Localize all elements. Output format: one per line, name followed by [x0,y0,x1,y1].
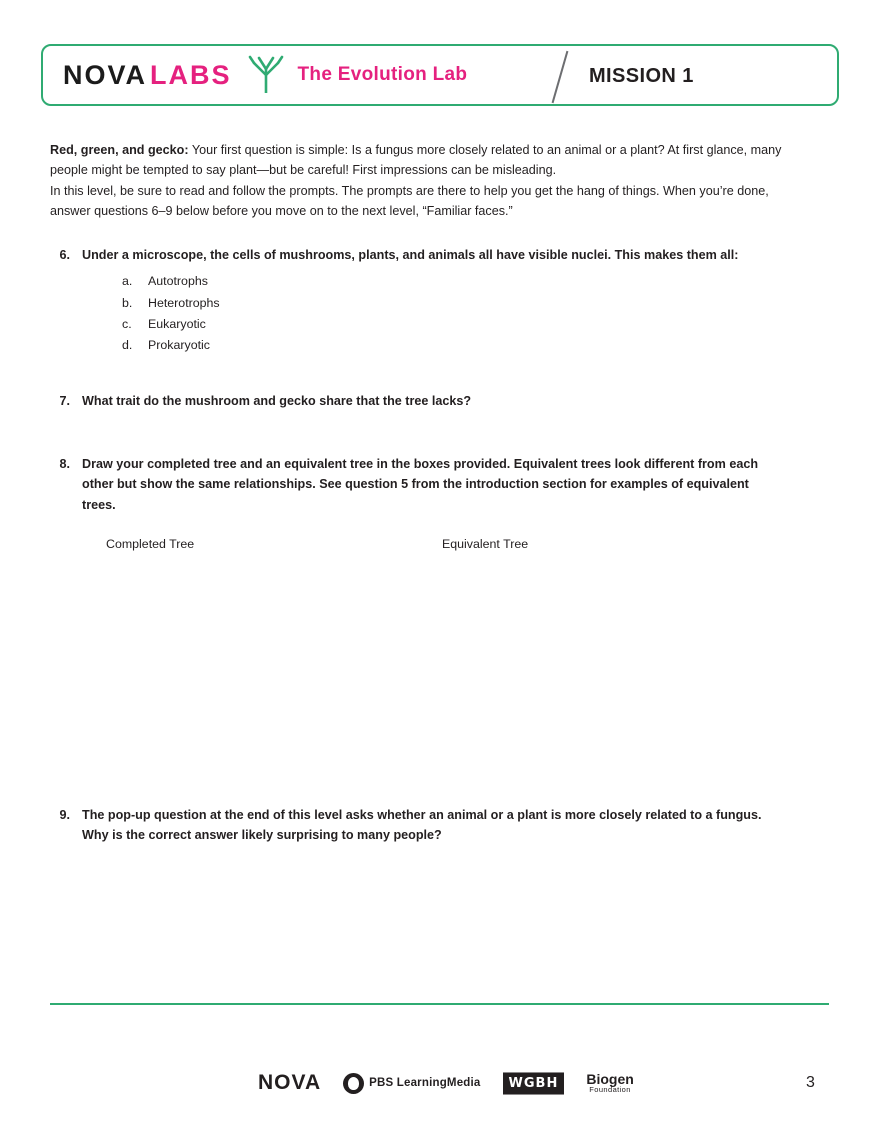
question-8-text: Draw your completed tree and an equivalent tree in the boxes provided. Equivalent trees look different from each other but show the same relationships. See question 5 from the introduction section for examples of equivalent trees. [82,457,759,512]
pbs-learning-media-logo [343,1073,480,1094]
choice-a[interactable] [122,271,850,292]
brand-nova-text: NOVA [63,59,148,90]
biogen-logo-subtext: Foundation [589,1085,631,1095]
page-header [41,44,839,106]
choice-c-text: Eukaryotic [148,317,206,332]
choice-d-letter: d. [122,338,133,353]
choice-a-text: Autotrophs [148,274,208,289]
footer-logos [258,1063,658,1103]
question-7 [50,391,850,411]
choice-c[interactable] [122,314,850,335]
nova-logo: NOVA [258,1071,322,1094]
question-8 [50,454,850,515]
choice-a-letter: a. [122,274,133,289]
footer-divider [50,1003,829,1005]
question-6-number: 6. [59,248,70,262]
question-8-number: 8. [59,457,70,471]
intro-lead: Red, green, and gecko: [50,143,189,157]
intro-paragraph [50,140,810,222]
biogen-foundation-logo [586,1072,633,1095]
completed-tree-label: Completed Tree [106,537,195,551]
intro-body: Your first question is simple: Is a fungus more closely related to an animal or a plant? At first glance, many people might be tempted to say plant—but be careful! First impressions can be misleading. [50,143,782,178]
question-9-number: 9. [59,808,70,822]
question-6 [50,245,850,357]
header-divider [552,51,569,103]
equivalent-tree-label: Equivalent Tree [442,537,529,551]
question-7-number: 7. [59,394,70,408]
nova-labs-logo [63,60,232,91]
question-9 [50,805,850,846]
wgbh-logo: WGBH [503,1072,565,1094]
mission-label: MISSION 1 [589,65,694,87]
pbs-head-icon [343,1073,364,1094]
choice-b-letter: b. [122,295,133,310]
choice-b-text: Heterotrophs [148,295,220,310]
question-7-text: What trait do the mushroom and gecko share that the tree lacks? [82,394,472,408]
choice-d[interactable] [122,335,850,356]
intro-body-2: In this level, be sure to read and follow the prompts. The prompts are there to help you get the hang of things. When you’re done, answer questions 6–9 below before you move on to the next level, “Familiar faces.” [50,183,769,219]
question-6-text: Under a microscope, the cells of mushrooms, plants, and animals all have visible nuclei. This makes them all: [82,248,739,262]
page-number: 3 [806,1074,815,1091]
choice-b[interactable] [122,293,850,314]
pbs-logo-text: PBS LearningMedia [369,1077,481,1089]
lab-title: The Evolution Lab [297,64,468,85]
choice-d-text: Prokaryotic [148,338,210,353]
tree-icon [248,53,284,98]
question-6-choices [122,271,850,356]
brand-labs-text: LABS [150,59,232,90]
choice-c-letter: c. [122,317,132,332]
biogen-logo-text: Biogen [586,1070,634,1087]
question-9-text: The pop-up question at the end of this level asks whether an animal or a plant is more closely related to a fungus. Why is the correct answer likely surprising to many people? [82,808,762,843]
